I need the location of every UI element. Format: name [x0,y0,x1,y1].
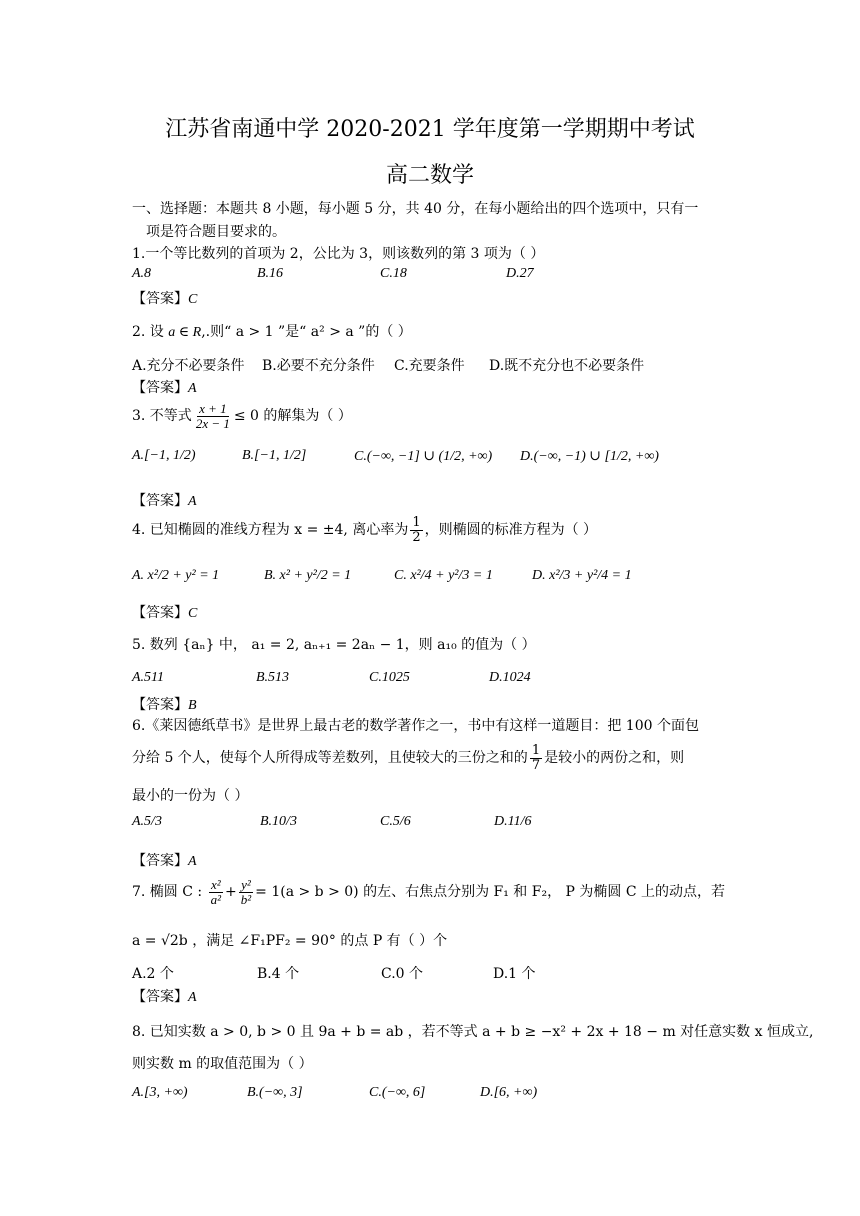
q7-line1: 7. 椭圆 C : $\frac{\text{x²}}{\text{a²}}$ + $\frac{\text{y²}}{\text{b²}}$ = 1(a > b > 0) 的左、右焦点分别为 F₁ 和 F₂， P 为椭圆 C 上的动点，若 [132,877,726,907]
q7-option-c: C.0 个 [381,966,424,982]
q7-fraction-x: $\frac{\text{x²}}{\text{a²}}$ [210,877,221,907]
q8-option-a: A.[3, +∞) [132,1085,188,1100]
q4-option-a: A. x²/2 + y² = 1 [132,568,220,583]
q1-option-c: C.18 [380,266,407,281]
q1-option-b: B.16 [257,266,284,281]
q2-answer: 【答案】A [132,380,197,396]
q1-options [132,266,732,306]
q6-line2: 分给 5 个人，使每个人所得成等差数列，且使较大的三份之和的 $\frac{1}{7}$ 是较小的两份之和，则 [132,743,685,773]
q6-option-b: B.10/3 [260,814,297,829]
q6-options [132,814,732,854]
q8-line1: 8. 已知实数 a > 0, b > 0 且 9a + b = ab ，若不等式 a + b ≥ −x² + 2x + 18 − m 对任意实数 x 恒成立, [132,1024,814,1040]
q5-options [132,670,732,710]
q4-options [132,568,732,608]
section-header-line1: 一、选择题：本题共 8 小题，每小题 5 分，共 40 分，在每小题给出的四个选项中，只有一 [132,201,699,217]
q8-option-d: D.[6, +∞) [480,1085,538,1100]
q6-option-a: A.5/3 [132,814,162,829]
q1-answer: 【答案】C [132,291,198,307]
page-title: 江苏省南通中学 2020-2021 学年度第一学期期中考试 [165,117,695,142]
page-subtitle: 高二数学 [385,163,474,188]
q2-option-c: C.充要条件 [394,358,465,374]
q2-option-a: A.充分不必要条件 [132,358,245,374]
q4-stem: 4. 已知椭圆的准线方程为 x = ±4, 离心率为 $\frac{1}{2}$ ，则椭圆的标准方程为（ ） [132,515,598,545]
q3-option-c: C.(−∞, −1] ∪ (1/2, +∞) [354,449,493,464]
q6-option-d: D.11/6 [494,814,532,829]
q2-stem: 2. 设 a ∈ R,.则“ a > 1 ”是“ a² > a ”的（ ） [132,324,412,340]
q6-fraction: $\frac{1}{7}$ [531,743,541,773]
q3-option-a: A.[−1, 1/2) [132,448,196,463]
q6-answer: 【答案】A [132,853,197,869]
q7-option-a: A.2 个 [132,966,174,982]
q5-option-d: D.1024 [489,670,531,685]
q7-answer: 【答案】A [132,989,197,1005]
q7-line2: a = √2b ，满足 ∠F₁PF₂ = 90° 的点 P 有（ ）个 [132,933,448,949]
q3-option-d: D.(−∞, −1) ∪ [1/2, +∞) [520,449,659,464]
q4-option-c: C. x²/4 + y²/3 = 1 [394,568,493,583]
q2-options [132,355,732,395]
q7-option-b: B.4 个 [257,966,300,982]
q4-option-b: B. x² + y²/2 = 1 [264,568,352,583]
q2-option-b: B.必要不充分条件 [262,358,375,374]
q1-option-d: D.27 [506,266,534,281]
q2-option-d: D.既不充分也不必要条件 [489,358,645,374]
q8-option-c: C.(−∞, 6] [369,1085,426,1100]
q3-stem: 3. 不等式 $\frac{x + 1}{2x - 1}$ ≤ 0 的解集为（ ） [132,401,352,431]
q4-fraction: $\frac{1}{2}$ [412,515,421,545]
q4-option-d: D. x²/3 + y²/4 = 1 [532,568,632,583]
q6-option-c: C.5/6 [380,814,411,829]
q7-options [132,963,732,1003]
q5-option-a: A.511 [132,670,165,685]
q3-fraction: $\frac{x + 1}{2x - 1}$ [195,401,230,431]
q8-option-b: B.(−∞, 3] [247,1085,303,1100]
q5-option-c: C.1025 [369,670,410,685]
q5-option-b: B.513 [256,670,290,685]
q7-fraction-y: $\frac{\text{y²}}{\text{b²}}$ [240,877,252,907]
q6-line1: 6.《莱因德纸草书》是世界上最古老的数学著作之一，书中有这样一道题目：把 100 个面包 [132,718,699,734]
q8-line2: 则实数 m 的取值范围为（ ） [132,1056,313,1072]
q3-option-b: B.[−1, 1/2] [242,448,307,463]
q7-option-d: D.1 个 [493,966,536,982]
q3-options [132,448,732,488]
q1-stem: 1.一个等比数列的首项为 2，公比为 3，则该数列的第 3 项为（ ） [132,246,545,262]
q4-answer: 【答案】C [132,605,198,621]
q3-answer: 【答案】A [132,493,197,509]
section-header-line2: 项是符合题目要求的。 [146,224,286,240]
q5-answer: 【答案】B [132,697,197,713]
q8-options [132,1085,732,1125]
q1-option-a: A.8 [132,266,152,281]
q6-line3: 最小的一份为（ ） [132,788,249,804]
q5-stem: 5. 数列 {aₙ} 中， a₁ = 2, aₙ₊₁ = 2aₙ − 1，则 a₁₀ 的值为（ ） [132,637,536,653]
